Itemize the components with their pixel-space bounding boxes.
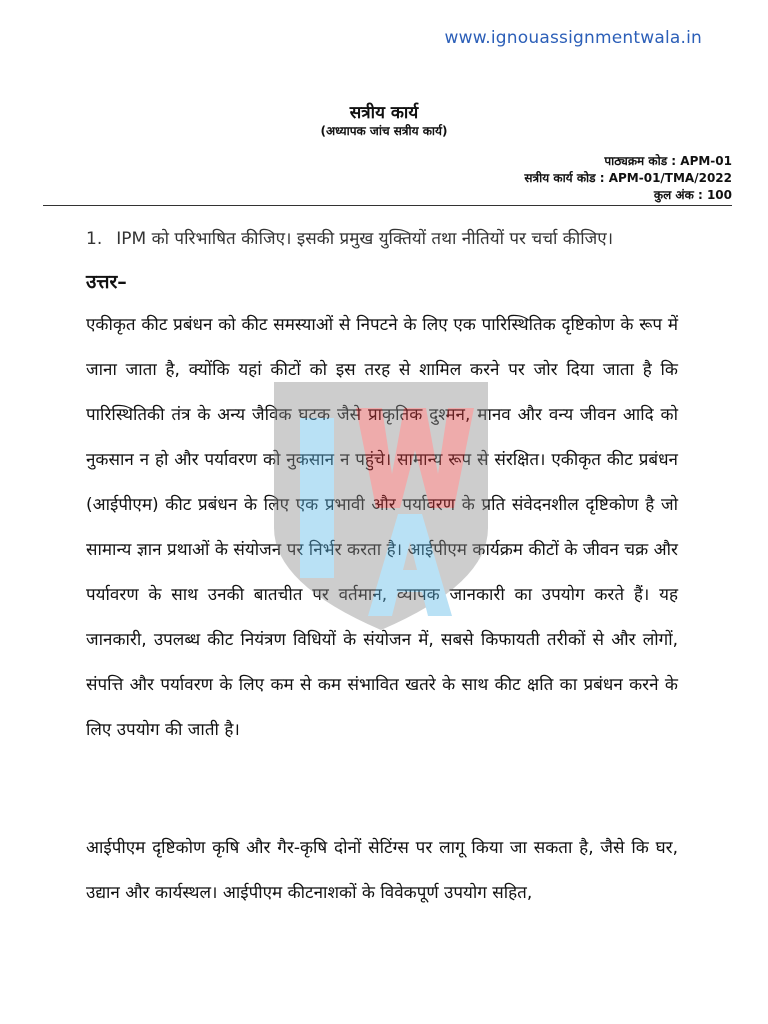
assignment-code: सत्रीय कार्य कोड : APM-01/TMA/2022 [524, 171, 732, 185]
header-divider [43, 205, 732, 206]
question-number: 1. [86, 229, 103, 249]
total-marks: कुल अंक : 100 [653, 188, 732, 202]
answer-heading: उत्तर– [86, 271, 127, 293]
website-url[interactable]: www.ignouassignmentwala.in [444, 28, 702, 48]
course-code: पाठ्यक्रम कोड : APM-01 [604, 154, 732, 168]
question-1 [86, 226, 613, 249]
document-subtitle: (अध्यापक जांच सत्रीय कार्य) [320, 124, 448, 138]
answer-paragraph-1: एकीकृत कीट प्रबंधन को कीट समस्याओं से निपटने के लिए एक पारिस्थितिक दृष्टिकोण के रूप में जाना जाता है, क्योंकि यहां कीटों को इस तरह से शामिल करने पर जोर दिया जाता है कि पारिस्थितिकी तंत्र के अन्य जैविक घटक जैसे प्राकृतिक दुश्मन, मानव और वन्य जीवन आदि को नुकसान न हो और पर्यावरण को नुकसान न पहुंचे। सामान्य रूप से संरक्षित। एकीकृत कीट प्रबंधन (आईपीएम) कीट प्रबंधन के लिए एक प्रभावी और पर्यावरण के प्रति संवेदनशील दृष्टिकोण है जो सामान्य ज्ञान प्रथाओं के संयोजन पर निर्भर करता है। आईपीएम कार्यक्रम कीटों के जीवन चक्र और पर्यावरण के साथ उनकी बातचीत पर वर्तमान, व्यापक जानकारी का उपयोग करते हैं। यह जानकारी, उपलब्ध कीट नियंत्रण विधियों के संयोजन में, सबसे किफायती तरीकों से और लोगों, संपत्ति और पर्यावरण के लिए कम से कम संभावित खतरे के साथ कीट क्षति का प्रबंधन करने के लिए उपयोग की जाती है। [86, 315, 678, 740]
document-title: सत्रीय कार्य [349, 103, 419, 123]
answer-paragraph-2: आईपीएम दृष्टिकोण कृषि और गैर-कृषि दोनों सेटिंग्स पर लागू किया जा सकता है, जैसे कि घर, उद्यान और कार्यस्थल। आईपीएम कीटनाशकों के विवेकपूर्ण उपयोग सहित, [86, 838, 678, 903]
question-text: IPM को परिभाषित कीजिए। इसकी प्रमुख युक्तियों तथा नीतियों पर चर्चा कीजिए। [116, 229, 614, 249]
